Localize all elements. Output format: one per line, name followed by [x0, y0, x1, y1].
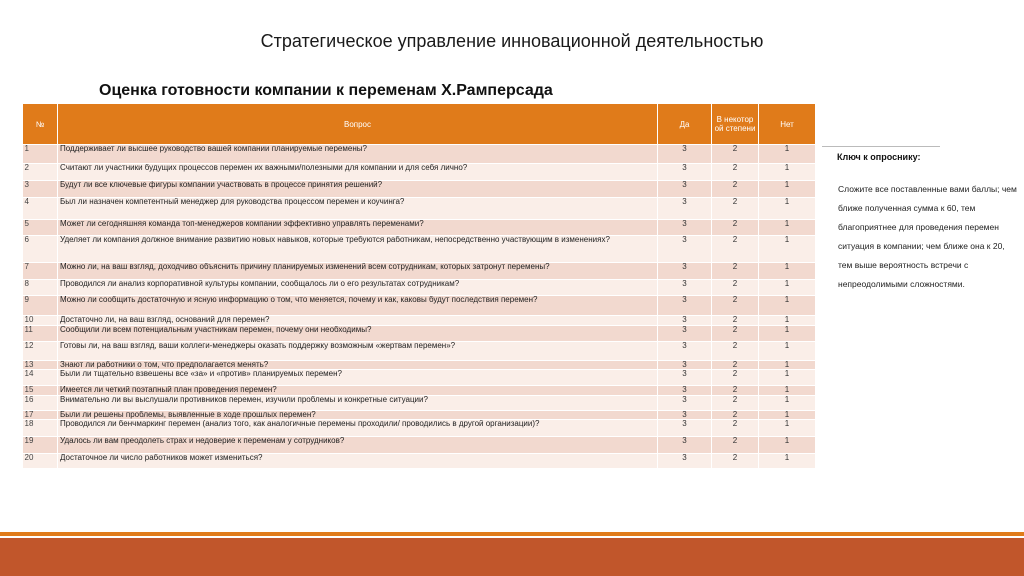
row-score-partly: 2	[712, 164, 759, 181]
row-score-no: 1	[759, 360, 816, 370]
row-score-no: 1	[759, 181, 816, 198]
row-number: 19	[23, 437, 58, 454]
row-number: 12	[23, 341, 58, 360]
row-score-no: 1	[759, 263, 816, 280]
key-text: Сложите все поставленные вами баллы; чем ближе полученная сумма к 60, тем благоприятнее для проведения перемен ситуация в компании; чем ближе она к 20, тем выше вероятность встречи с непреодолимыми сложностями.	[838, 184, 1017, 289]
footer-bar	[0, 538, 1024, 576]
table-body	[23, 145, 816, 469]
row-score-yes: 3	[658, 181, 712, 198]
row-score-no: 1	[759, 386, 816, 396]
row-question: Может ли сегодняшняя команда топ-менеджеров компании эффективно управлять переменами?	[58, 220, 658, 236]
row-score-no: 1	[759, 341, 816, 360]
row-score-no: 1	[759, 316, 816, 326]
row-score-yes: 3	[658, 263, 712, 280]
row-question: Был ли назначен компетентный менеджер для руководства процессом перемен и коучинга?	[58, 198, 658, 220]
row-number: 16	[23, 395, 58, 410]
row-score-no: 1	[759, 236, 816, 263]
table-row	[23, 360, 816, 370]
row-number: 9	[23, 296, 58, 316]
row-score-no: 1	[759, 164, 816, 181]
table-row	[23, 280, 816, 296]
row-question: Уделяет ли компания должное внимание развитию новых навыков, которые требуются работникам, непосредственно участвующим в изменениях?	[58, 236, 658, 263]
row-score-partly: 2	[712, 263, 759, 280]
table-row	[23, 386, 816, 396]
questionnaire-table	[22, 103, 816, 469]
row-score-partly: 2	[712, 395, 759, 410]
row-score-partly: 2	[712, 145, 759, 164]
row-question: Достаточно ли, на ваш взгляд, оснований для перемен?	[58, 316, 658, 326]
table-row	[23, 454, 816, 469]
header-number: №	[23, 104, 58, 145]
slide-title: Стратегическое управление инновационной деятельностью	[260, 31, 764, 51]
row-number: 8	[23, 280, 58, 296]
row-number: 1	[23, 145, 58, 164]
row-score-no: 1	[759, 410, 816, 420]
row-question: Сообщили ли всем потенциальным участникам перемен, почему они необходимы?	[58, 325, 658, 341]
table-row	[23, 164, 816, 181]
row-number: 7	[23, 263, 58, 280]
table-row	[23, 145, 816, 164]
header-yes: Да	[658, 104, 712, 145]
key-divider	[822, 146, 940, 147]
row-score-no: 1	[759, 145, 816, 164]
row-score-yes: 3	[658, 420, 712, 437]
row-question: Проводился ли бенчмаркинг перемен (анализ того, как аналогичные перемены проходили/ проводились в другой организации)?	[58, 420, 658, 437]
row-question: Знают ли работники о том, что предполагается менять?	[58, 360, 658, 370]
row-score-no: 1	[759, 420, 816, 437]
table-row	[23, 410, 816, 420]
row-score-yes: 3	[658, 220, 712, 236]
row-question: Будут ли все ключевые фигуры компании участвовать в процессе принятия решений?	[58, 181, 658, 198]
row-score-no: 1	[759, 395, 816, 410]
row-score-no: 1	[759, 296, 816, 316]
table-row	[23, 420, 816, 437]
row-score-yes: 3	[658, 437, 712, 454]
row-score-no: 1	[759, 325, 816, 341]
table-row	[23, 316, 816, 326]
row-score-yes: 3	[658, 341, 712, 360]
row-number: 3	[23, 181, 58, 198]
row-score-yes: 3	[658, 395, 712, 410]
row-score-yes: 3	[658, 164, 712, 181]
header-partly: В некотор ой степени	[712, 104, 759, 145]
row-score-yes: 3	[658, 386, 712, 396]
row-score-yes: 3	[658, 325, 712, 341]
row-number: 10	[23, 316, 58, 326]
row-number: 17	[23, 410, 58, 420]
row-score-yes: 3	[658, 236, 712, 263]
row-score-yes: 3	[658, 145, 712, 164]
table-row	[23, 341, 816, 360]
row-score-yes: 3	[658, 410, 712, 420]
row-score-partly: 2	[712, 410, 759, 420]
row-question: Имеется ли четкий поэтапный план проведения перемен?	[58, 386, 658, 396]
row-question: Считают ли участники будущих процессов перемен их важными/полезными для компании и для себя лично?	[58, 164, 658, 181]
row-score-partly: 2	[712, 181, 759, 198]
table-row	[23, 236, 816, 263]
header-no: Нет	[759, 104, 816, 145]
row-score-partly: 2	[712, 370, 759, 386]
row-score-yes: 3	[658, 280, 712, 296]
row-question: Внимательно ли вы выслушали противников перемен, изучили проблемы и конкретные ситуации?	[58, 395, 658, 410]
row-score-partly: 2	[712, 198, 759, 220]
row-number: 4	[23, 198, 58, 220]
row-score-partly: 2	[712, 325, 759, 341]
row-number: 5	[23, 220, 58, 236]
key-title: Ключ к опроснику:	[837, 152, 921, 162]
table-row	[23, 296, 816, 316]
table-header-row	[23, 104, 816, 145]
row-question: Готовы ли, на ваш взгляд, ваши коллеги-менеджеры оказать поддержку возможным «жертвам перемен»?	[58, 341, 658, 360]
row-score-yes: 3	[658, 370, 712, 386]
row-score-partly: 2	[712, 236, 759, 263]
row-score-partly: 2	[712, 386, 759, 396]
row-score-no: 1	[759, 198, 816, 220]
row-score-partly: 2	[712, 360, 759, 370]
row-number: 11	[23, 325, 58, 341]
row-number: 14	[23, 370, 58, 386]
row-score-no: 1	[759, 220, 816, 236]
table-row	[23, 370, 816, 386]
table-row	[23, 198, 816, 220]
row-score-yes: 3	[658, 454, 712, 469]
header-question: Вопрос	[58, 104, 658, 145]
row-score-no: 1	[759, 437, 816, 454]
row-score-partly: 2	[712, 454, 759, 469]
row-score-yes: 3	[658, 316, 712, 326]
row-score-partly: 2	[712, 220, 759, 236]
row-score-partly: 2	[712, 296, 759, 316]
table-row	[23, 263, 816, 280]
row-question: Достаточное ли число работников может измениться?	[58, 454, 658, 469]
row-score-partly: 2	[712, 420, 759, 437]
row-score-partly: 2	[712, 280, 759, 296]
row-number: 13	[23, 360, 58, 370]
row-question: Поддерживает ли высшее руководство вашей компании планируемые перемены?	[58, 145, 658, 164]
row-number: 15	[23, 386, 58, 396]
row-question: Можно ли, на ваш взгляд, доходчиво объяснить причину планируемых изменений всем сотрудникам, которых затронут перемены?	[58, 263, 658, 280]
row-question: Были ли решены проблемы, выявленные в ходе прошлых перемен?	[58, 410, 658, 420]
row-number: 6	[23, 236, 58, 263]
row-number: 20	[23, 454, 58, 469]
row-score-no: 1	[759, 454, 816, 469]
row-score-yes: 3	[658, 360, 712, 370]
row-number: 18	[23, 420, 58, 437]
row-score-partly: 2	[712, 341, 759, 360]
table-title: Оценка готовности компании к переменам Х.Рамперсада	[99, 82, 553, 99]
table-row	[23, 437, 816, 454]
table-row	[23, 181, 816, 198]
row-question: Проводился ли анализ корпоративной культуры компании, сообщалось ли о его результатах сотрудникам?	[58, 280, 658, 296]
row-question: Удалось ли вам преодолеть страх и недоверие к переменам у сотрудников?	[58, 437, 658, 454]
table-row	[23, 220, 816, 236]
footer-accent-line	[0, 532, 1024, 536]
table-row	[23, 325, 816, 341]
row-score-no: 1	[759, 280, 816, 296]
row-score-no: 1	[759, 370, 816, 386]
row-score-yes: 3	[658, 198, 712, 220]
row-question: Можно ли сообщить достаточную и ясную информацию о том, что меняется, почему и как, каковы будут последствия перемен?	[58, 296, 658, 316]
row-number: 2	[23, 164, 58, 181]
row-score-yes: 3	[658, 296, 712, 316]
table-row	[23, 395, 816, 410]
row-score-partly: 2	[712, 437, 759, 454]
row-question: Были ли тщательно взвешены все «за» и «против» планируемых перемен?	[58, 370, 658, 386]
row-score-partly: 2	[712, 316, 759, 326]
